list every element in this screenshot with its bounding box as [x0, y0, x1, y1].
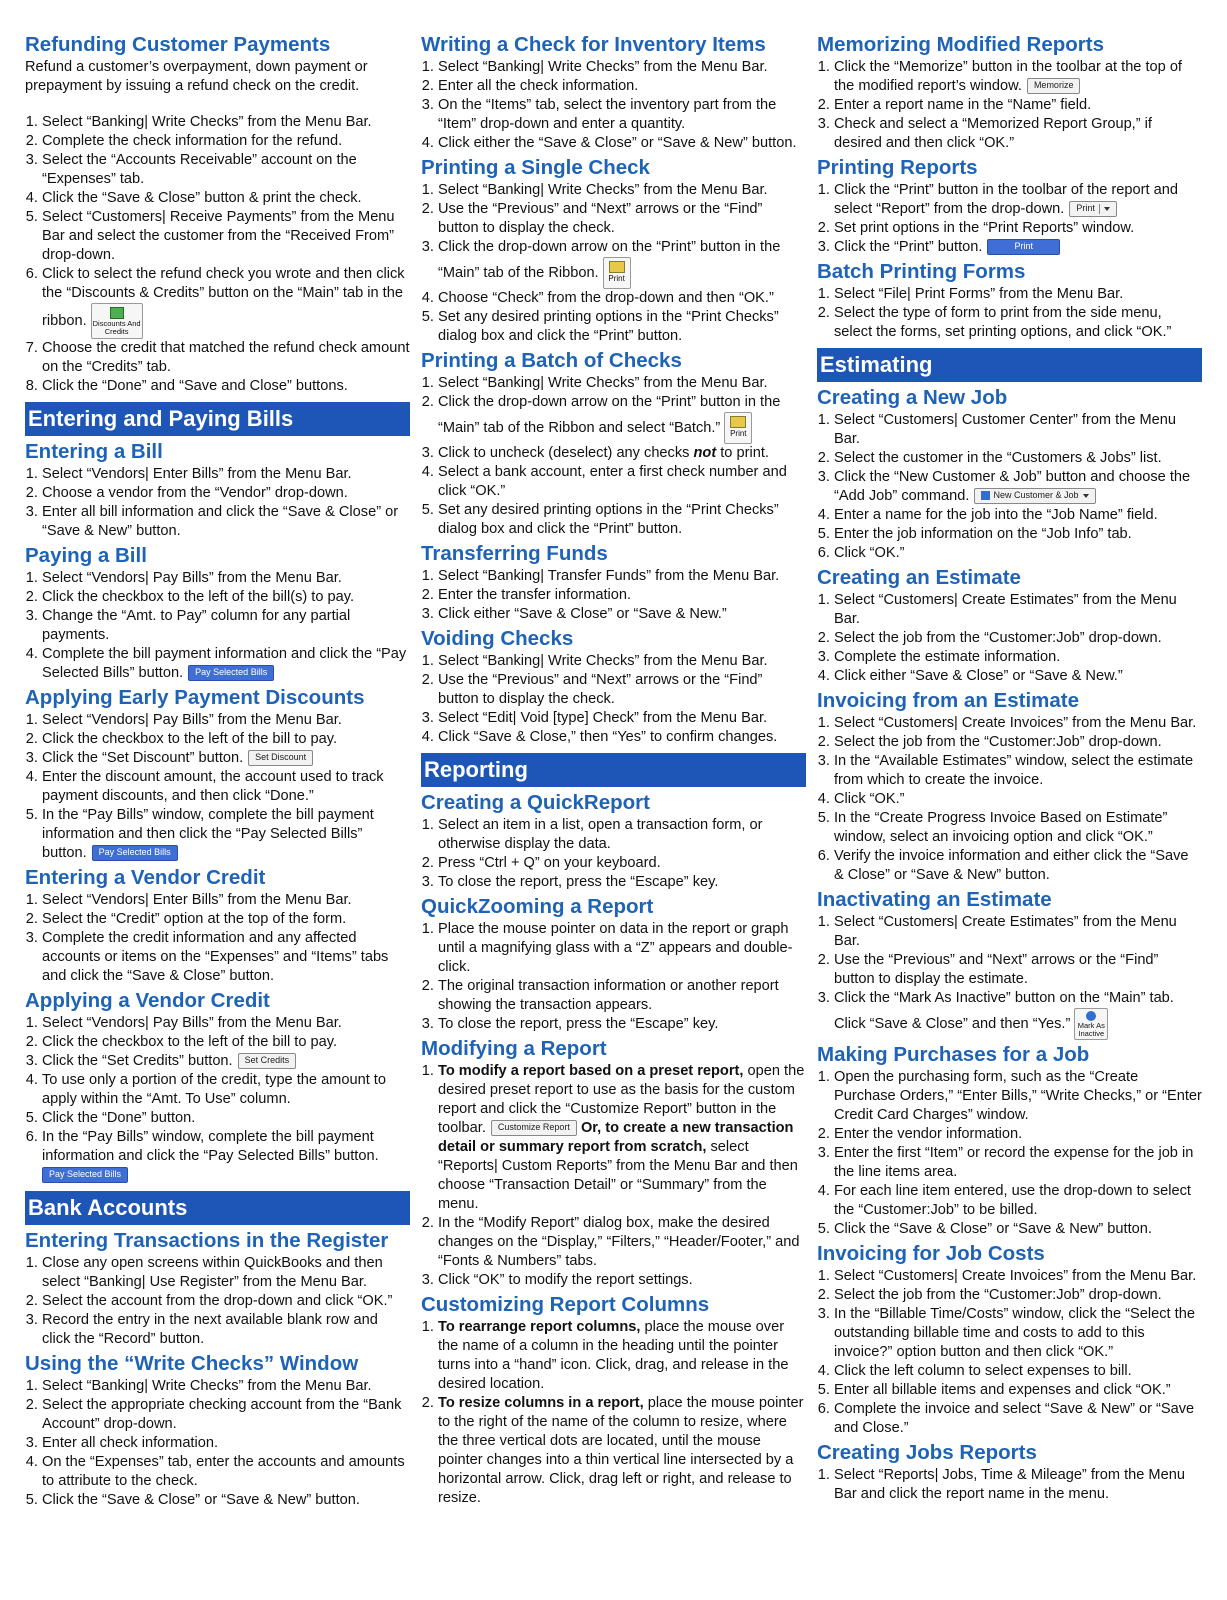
memorize-steps	[817, 58, 1202, 153]
list-item: 1. Select “Customers| Create Estimates” from the Menu Bar.	[834, 591, 1202, 629]
discount-icon	[110, 307, 124, 319]
list-item: 1. Open the purchasing form, such as the “Create Purchase Orders,” “Enter Bills,” “Write Checks,” or “Enter Credit Card Charges” window.	[834, 1068, 1202, 1125]
list-item: 4. Enter a name for the job into the “Job Name” field.	[834, 506, 1202, 525]
list-item: 3. Click either “Save & Close” or “Save & New.”	[438, 605, 806, 624]
list-item: 1. Click the “Print” button in the toolbar of the report and select “Report” from the drop-down. Print	[834, 181, 1202, 219]
voiding-steps	[421, 652, 806, 747]
list-item: 8. Click the “Done” and “Save and Close” buttons.	[42, 377, 410, 396]
list-item: 1. Select “Banking| Write Checks” from the Menu Bar.	[438, 652, 806, 671]
section-title-write-checks: Using the “Write Checks” Window	[25, 1352, 359, 1375]
list-item: 1. Select “Banking| Write Checks” from the Menu Bar.	[42, 1377, 410, 1396]
list-item: 2. Press “Ctrl + Q” on your keyboard.	[438, 854, 806, 873]
list-item: 3. Enter all bill information and click the “Save & Close” or “Save & New” button.	[42, 503, 410, 541]
list-item: 1. Place the mouse pointer on data in the report or graph until a magnifying glass with a “Z” appears and double-click.	[438, 920, 806, 977]
section-title-voiding: Voiding Checks	[421, 627, 574, 650]
section-title-estimate: Creating an Estimate	[817, 566, 1021, 589]
vendor-credit-steps	[25, 891, 410, 986]
jobs-reports-steps	[817, 1466, 1202, 1504]
list-item: 2. Select the “Credit” option at the top of the form.	[42, 910, 410, 929]
list-item: 1. Select “Banking| Transfer Funds” from the Menu Bar.	[438, 567, 806, 586]
list-item: 4. Complete the bill payment information and click the “Pay Selected Bills” button. Pay Selected Bills	[42, 645, 410, 683]
list-item: 5. Click the “Save & Close” or “Save & New” button.	[42, 1491, 410, 1510]
list-item: 1. Select “Vendors| Enter Bills” from the Menu Bar.	[42, 465, 410, 484]
set-discount-button[interactable]: Set Discount	[248, 750, 313, 766]
list-item: 1. Click the “Memorize” button in the toolbar at the top of the modified report’s window. Memorize	[834, 58, 1202, 96]
list-item: 3. Select the “Accounts Receivable” account on the “Expenses” tab.	[42, 151, 410, 189]
list-item: 2. Enter a report name in the “Name” field.	[834, 96, 1202, 115]
section-title-entering-bill: Entering a Bill	[25, 440, 163, 463]
list-item: 2. Click the checkbox to the left of the bill to pay.	[42, 1033, 410, 1052]
list-item: 4. For each line item entered, use the drop-down to select the “Customer:Job” to be billed.	[834, 1182, 1202, 1220]
section-title-inactivating: Inactivating an Estimate	[817, 888, 1052, 911]
inactivating-steps	[817, 913, 1202, 1040]
list-item: 4. Click either the “Save & Close” or “Save & New” button.	[438, 134, 806, 153]
section-title-refunding: Refunding Customer Payments	[25, 33, 331, 56]
list-item: 3. Enter the first “Item” or record the expense for the job in the line items area.	[834, 1144, 1202, 1182]
inactive-icon	[1086, 1011, 1096, 1021]
apply-credit-steps	[25, 1014, 410, 1185]
section-title-new-job: Creating a New Job	[817, 386, 1008, 409]
print-dropdown-button[interactable]: Print	[1069, 201, 1117, 217]
list-item: 5. Set any desired printing options in the “Print Checks” dialog box and click the “Print” button.	[438, 308, 806, 346]
section-title-quickreport: Creating a QuickReport	[421, 791, 650, 814]
chevron-down-icon	[1083, 494, 1089, 498]
estimate-steps	[817, 591, 1202, 686]
quickreport-steps	[421, 816, 806, 892]
list-item: 2. Select the account from the drop-down and click “OK.”	[42, 1292, 410, 1311]
section-title-purchases: Making Purchases for a Job	[817, 1043, 1090, 1066]
list-item: 3. Record the entry in the next available blank row and click the “Record” button.	[42, 1311, 410, 1349]
list-item: 4. To use only a portion of the credit, type the amount to apply within the “Amt. To Use” column.	[42, 1071, 410, 1109]
list-item: 1. Select “Customers| Create Estimates” from the Menu Bar.	[834, 913, 1202, 951]
list-item: 2. Use the “Previous” and “Next” arrows or the “Find” button to display the check.	[438, 671, 806, 709]
list-item: 1. Select “Banking| Write Checks” from the Menu Bar.	[438, 58, 806, 77]
list-item: 4. Select a bank account, enter a first check number and click “OK.”	[438, 463, 806, 501]
list-item: 3. Click the “Print” button. Print	[834, 238, 1202, 257]
invoicing-estimate-steps	[817, 714, 1202, 885]
list-item: 2. Use the “Previous” and “Next” arrows or the “Find” button to display the check.	[438, 200, 806, 238]
list-item: 6. Click “OK.”	[834, 544, 1202, 563]
refunding-steps	[25, 113, 410, 396]
inventory-check-steps	[421, 58, 806, 153]
section-title-paying-bill: Paying a Bill	[25, 544, 147, 567]
list-item: 5. Enter all billable items and expenses and click “OK.”	[834, 1381, 1202, 1400]
pay-selected-bills-button[interactable]: Pay Selected Bills	[188, 665, 274, 681]
pay-selected-bills-button[interactable]: Pay Selected Bills	[42, 1167, 128, 1183]
list-item: 1. Select “Vendors| Enter Bills” from the Menu Bar.	[42, 891, 410, 910]
discounts-credits-button[interactable]: Discounts And Credits	[91, 303, 143, 339]
section-title-modify: Modifying a Report	[421, 1037, 607, 1060]
list-item: 2. Select the appropriate checking account from the “Bank Account” drop-down.	[42, 1396, 410, 1434]
list-item: 5. Click the “Save & Close” or “Save & New” button.	[834, 1220, 1202, 1239]
list-item: 4. Click the left column to select expenses to bill.	[834, 1362, 1202, 1381]
section-title-invoicing-estimate: Invoicing from an Estimate	[817, 689, 1079, 712]
list-item: 2. Click the drop-down arrow on the “Print” button in the “Main” tab of the Ribbon and select “Batch.” Print	[438, 393, 806, 444]
print-button[interactable]: Print	[987, 239, 1060, 255]
section-title-single-check: Printing a Single Check	[421, 156, 650, 179]
list-item: 2. Enter all the check information.	[438, 77, 806, 96]
register-steps	[25, 1254, 410, 1349]
batch-checks-steps	[421, 374, 806, 539]
list-item: 2. Complete the check information for the refund.	[42, 132, 410, 151]
list-item: 4. Click the “Save & Close” button & print the check.	[42, 189, 410, 208]
list-item: 2. Select the job from the “Customer:Job” drop-down.	[834, 1286, 1202, 1305]
separator	[1099, 204, 1100, 214]
list-item: 3. On the “Items” tab, select the inventory part from the “Item” drop-down and enter a quantity.	[438, 96, 806, 134]
section-title-vendor-credit: Entering a Vendor Credit	[25, 866, 266, 889]
memorize-button[interactable]: Memorize	[1027, 78, 1081, 94]
section-title-columns: Customizing Report Columns	[421, 1293, 710, 1316]
printer-icon	[609, 261, 625, 273]
new-customer-job-button[interactable]: New Customer & Job	[974, 488, 1095, 504]
print-button[interactable]: Print	[724, 412, 752, 444]
list-item: 6. In the “Pay Bills” window, complete the bill payment information and click the “Pay Selected Bills” button. Pay Selected Bills	[42, 1128, 410, 1185]
list-item: 1. Select “Vendors| Pay Bills” from the Menu Bar.	[42, 1014, 410, 1033]
entering-bill-steps	[25, 465, 410, 541]
section-title-register: Entering Transactions in the Register	[25, 1229, 389, 1252]
list-item: 3. Click to uncheck (deselect) any checks not to print.	[438, 444, 806, 463]
list-item: 2. Enter the transfer information.	[438, 586, 806, 605]
list-item: 4. Choose “Check” from the drop-down and then “OK.”	[438, 289, 806, 308]
modify-steps	[421, 1062, 806, 1290]
list-item: 5. In the “Create Progress Invoice Based on Estimate” window, select an invoicing option and click “OK.”	[834, 809, 1202, 847]
column-2	[421, 30, 806, 1508]
list-item: 4. Click “OK.”	[834, 790, 1202, 809]
list-item: 3. Complete the estimate information.	[834, 648, 1202, 667]
section-title-printing-reports: Printing Reports	[817, 156, 978, 179]
band-reporting: Reporting	[421, 753, 806, 787]
list-item: 3. Select “Edit| Void [type] Check” from the Menu Bar.	[438, 709, 806, 728]
list-item: 7. Choose the credit that matched the refund check amount on the “Credits” tab.	[42, 339, 410, 377]
band-bank-accounts: Bank Accounts	[25, 1191, 410, 1225]
list-item: 5. In the “Pay Bills” window, complete the bill payment information and then click the “Pay Selected Bills” button. Pay Selected Bills	[42, 806, 410, 863]
section-title-transfer: Transferring Funds	[421, 542, 608, 565]
list-item: 3. Click the “Set Discount” button. Set Discount	[42, 749, 410, 768]
job-costs-steps	[817, 1267, 1202, 1438]
list-item: 3. Click the “Mark As Inactive” button on the “Main” tab. Click “Save & Close” and then “Yes.” Mark As Inactive	[834, 989, 1202, 1040]
quickzoom-steps	[421, 920, 806, 1034]
list-item: 3. In the “Billable Time/Costs” window, click the “Select the outstanding billable time and costs to add to this invoice?” option button and then click “OK.”	[834, 1305, 1202, 1362]
batch-forms-steps	[817, 285, 1202, 342]
mark-as-inactive-button[interactable]: Mark As Inactive	[1074, 1008, 1108, 1040]
section-title-batch-forms: Batch Printing Forms	[817, 260, 1026, 283]
section-title-memorize: Memorizing Modified Reports	[817, 33, 1104, 56]
list-item: 6. Verify the invoice information and either click the “Save & Close” or “Save & New” button.	[834, 847, 1202, 885]
list-item: 2. Set print options in the “Print Reports” window.	[834, 219, 1202, 238]
customize-report-button[interactable]: Customize Report	[491, 1120, 577, 1136]
list-item: 2. Choose a vendor from the “Vendor” drop-down.	[42, 484, 410, 503]
list-item: 2. In the “Modify Report” dialog box, make the desired changes on the “Display,” “Filters,” “Header/Footer,” and “Fonts & Numbers” tabs.	[438, 1214, 806, 1271]
early-discounts-steps	[25, 711, 410, 863]
list-item: 3. Click the “Set Credits” button. Set Credits	[42, 1052, 410, 1071]
list-item: 4. Click either “Save & Close” or “Save & New.”	[834, 667, 1202, 686]
list-item: 2. Enter the vendor information.	[834, 1125, 1202, 1144]
list-item: 1. Select “Banking| Write Checks” from the Menu Bar.	[438, 374, 806, 393]
list-item: 3. Change the “Amt. to Pay” column for any partial payments.	[42, 607, 410, 645]
paying-bill-steps	[25, 569, 410, 683]
list-item: 2. Select the customer in the “Customers & Jobs” list.	[834, 449, 1202, 468]
list-item: 4. On the “Expenses” tab, enter the accounts and amounts to attribute to the check.	[42, 1453, 410, 1491]
list-item: 1. Select “File| Print Forms” from the Menu Bar.	[834, 285, 1202, 304]
write-checks-steps	[25, 1377, 410, 1510]
list-item: 3. Click the “New Customer & Job” button and choose the “Add Job” command. New Customer & Job	[834, 468, 1202, 506]
set-credits-button[interactable]: Set Credits	[238, 1053, 297, 1069]
list-item: 2. The original transaction information or another report showing the transaction appears.	[438, 977, 806, 1015]
list-item: 4. Click “Save & Close,” then “Yes” to confirm changes.	[438, 728, 806, 747]
list-item: 1. Select “Customers| Create Invoices” from the Menu Bar.	[834, 1267, 1202, 1286]
purchases-steps	[817, 1068, 1202, 1239]
list-item: 3. In the “Available Estimates” window, select the estimate from which to create the invoice.	[834, 752, 1202, 790]
list-item: 6. Complete the invoice and select “Save & New” or “Save and Close.”	[834, 1400, 1202, 1438]
list-item: 3. To close the report, press the “Escape” key.	[438, 873, 806, 892]
list-item: 1. Select “Reports| Jobs, Time & Mileage” from the Menu Bar and click the report name in the menu.	[834, 1466, 1202, 1504]
list-item: 5. Enter the job information on the “Job Info” tab.	[834, 525, 1202, 544]
chevron-down-icon	[1104, 207, 1110, 211]
section-title-quickzoom: QuickZooming a Report	[421, 895, 654, 918]
column-1	[25, 30, 410, 1510]
list-item: 2. Select the job from the “Customer:Job” drop-down.	[834, 629, 1202, 648]
list-item: 3. Click “OK” to modify the report settings.	[438, 1271, 806, 1290]
new-customer-icon	[981, 491, 990, 500]
band-estimating: Estimating	[817, 348, 1202, 382]
list-item: 5. Click the “Done” button.	[42, 1109, 410, 1128]
list-item: 1. Select “Customers| Create Invoices” from the Menu Bar.	[834, 714, 1202, 733]
section-title-inventory-check: Writing a Check for Inventory Items	[421, 33, 766, 56]
list-item: 1. Select “Vendors| Pay Bills” from the Menu Bar.	[42, 569, 410, 588]
list-item: 2. Click the checkbox to the left of the bill(s) to pay.	[42, 588, 410, 607]
section-title-job-costs: Invoicing for Job Costs	[817, 1242, 1045, 1265]
new-job-steps	[817, 411, 1202, 563]
list-item: 3. Click the drop-down arrow on the “Print” button in the “Main” tab of the Ribbon. Print	[438, 238, 806, 289]
list-item: 1. Select “Banking| Write Checks” from the Menu Bar.	[42, 113, 410, 132]
printer-icon	[730, 416, 746, 428]
list-item: 1. Select “Vendors| Pay Bills” from the Menu Bar.	[42, 711, 410, 730]
list-item: 5. Select “Customers| Receive Payments” from the Menu Bar and select the customer from the “Received From” drop-down.	[42, 208, 410, 265]
single-check-steps	[421, 181, 806, 346]
refunding-intro: Refund a customer’s overpayment, down payment or prepayment by issuing a refund check on the credit.	[25, 59, 368, 94]
list-item: 1. Close any open screens within QuickBooks and then select “Banking| Use Register” from the Menu Bar.	[42, 1254, 410, 1292]
list-item: 3. Complete the credit information and any affected accounts or items on the “Expenses” and “Items” tabs and click the “Save & Close” button.	[42, 929, 410, 986]
list-item: 1. To modify a report based on a preset report, open the desired preset report to use as the basis for the custom report and click the “Customize Report” button in the toolbar. Customize Report Or, to create a new transaction detail or summary report from scratch, select “Reports| Custom Reports” from the Menu Bar and then choose “Transaction Detail” or “Summary” from the menu.	[438, 1062, 806, 1214]
list-item: 3. To close the report, press the “Escape” key.	[438, 1015, 806, 1034]
printing-reports-steps	[817, 181, 1202, 257]
list-item: 3. Check and select a “Memorized Report Group,” if desired and then click “OK.”	[834, 115, 1202, 153]
list-item: 2. Use the “Previous” and “Next” arrows or the “Find” button to display the estimate.	[834, 951, 1202, 989]
list-item: 1. To rearrange report columns, place the mouse over the name of a column in the heading until the pointer turns into a “hand” icon. Click, drag, and release in the desired location.	[438, 1318, 806, 1394]
list-item: 2. Click the checkbox to the left of the bill to pay.	[42, 730, 410, 749]
list-item: 3. Enter all check information.	[42, 1434, 410, 1453]
section-title-early-discounts: Applying Early Payment Discounts	[25, 686, 365, 709]
list-item: 2. Select the type of form to print from the side menu, select the forms, set printing options, and click “OK.”	[834, 304, 1202, 342]
list-item: 1. Select “Banking| Write Checks” from the Menu Bar.	[438, 181, 806, 200]
columns-steps	[421, 1318, 806, 1508]
list-item: 5. Set any desired printing options in the “Print Checks” dialog box and click the “Print” button.	[438, 501, 806, 539]
section-title-apply-credit: Applying a Vendor Credit	[25, 989, 270, 1012]
pay-selected-bills-button[interactable]: Pay Selected Bills	[92, 845, 178, 861]
transfer-steps	[421, 567, 806, 624]
section-title-batch-checks: Printing a Batch of Checks	[421, 349, 682, 372]
band-entering-paying-bills: Entering and Paying Bills	[25, 402, 410, 436]
list-item: 1. Select an item in a list, open a transaction form, or otherwise display the data.	[438, 816, 806, 854]
print-button[interactable]: Print	[603, 257, 631, 289]
list-item: 2. Select the job from the “Customer:Job” drop-down.	[834, 733, 1202, 752]
column-3	[817, 30, 1202, 1504]
list-item: 2. To resize columns in a report, place the mouse pointer to the right of the name of the column to resize, where the three vertical dots are located, until the mouse pointer changes into a thin vertical line intersected by a horizontal arrow. Click, drag left or right, and release to resize.	[438, 1394, 806, 1508]
list-item: 1. Select “Customers| Customer Center” from the Menu Bar.	[834, 411, 1202, 449]
list-item: 6. Click to select the refund check you wrote and then click the “Discounts & Credits” button on the “Main” tab in the ribbon. Discounts And Credits	[42, 265, 410, 339]
section-title-jobs-reports: Creating Jobs Reports	[817, 1441, 1037, 1464]
list-item: 4. Enter the discount amount, the account used to track payment discounts, and then click “Done.”	[42, 768, 410, 806]
